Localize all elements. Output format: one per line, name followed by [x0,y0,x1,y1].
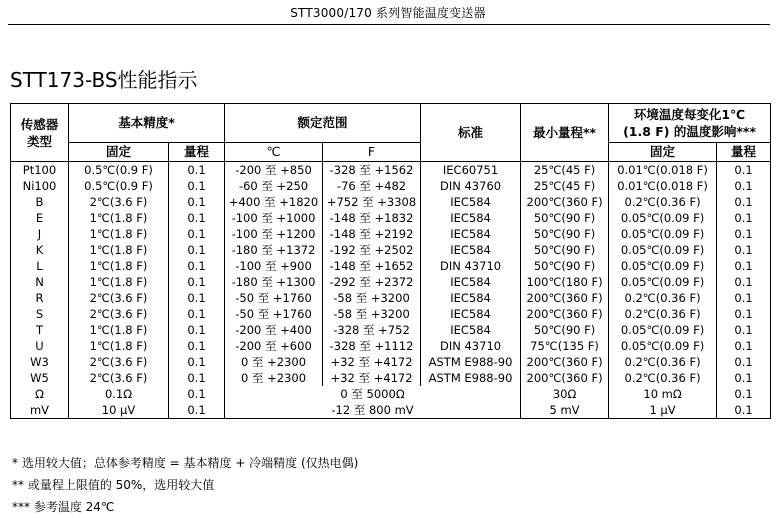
cell-accuracy-span: 0.1 [169,354,225,370]
cell-standard: IEC584 [421,226,521,242]
cell-standard: IEC60751 [421,162,521,179]
cell-ambient-fixed: 0.2℃(0.36 F) [609,194,717,210]
table-row [11,370,771,386]
cell-range-fahrenheit: -58 至 +3200 [323,290,421,306]
cell-accuracy-fixed: 1℃(1.8 F) [69,322,169,338]
cell-ambient-fixed: 0.2℃(0.36 F) [609,306,717,322]
cell-min-span: 200℃(360 F) [521,194,609,210]
cell-range-fahrenheit: -148 至 +1652 [323,258,421,274]
cell-sensor-type: mV [11,402,69,419]
cell-ambient-span: 0.1 [717,322,771,338]
cell-min-span: 200℃(360 F) [521,306,609,322]
cell-ambient-span: 0.1 [717,210,771,226]
table-row [11,386,771,402]
header-rated-range: 额定范围 [225,104,421,143]
footnote-2: ** 或量程上限值的 50%，选用较大值 [12,478,215,492]
cell-sensor-type: W5 [11,370,69,386]
cell-range-fahrenheit: -292 至 +2372 [323,274,421,290]
cell-sensor-type: U [11,338,69,354]
cell-accuracy-span: 0.1 [169,386,225,402]
cell-ambient-fixed: 0.05℃(0.09 F) [609,210,717,226]
cell-ambient-fixed: 0.2℃(0.36 F) [609,370,717,386]
table-row [11,226,771,242]
table-body [11,162,771,419]
cell-range-fahrenheit: -148 至 +2192 [323,226,421,242]
cell-standard: IEC584 [421,322,521,338]
cell-range-fahrenheit: -58 至 +3200 [323,306,421,322]
cell-sensor-type: J [11,226,69,242]
footnotes [12,452,358,518]
cell-min-span: 50℃(90 F) [521,242,609,258]
header-span: 量程 [169,143,225,162]
cell-accuracy-fixed: 0.5℃(0.9 F) [69,162,169,179]
cell-range-celsius: -60 至 +250 [225,178,323,194]
cell-ambient-span: 0.1 [717,370,771,386]
table-row [11,162,771,179]
cell-range-fahrenheit: +32 至 +4172 [323,354,421,370]
cell-range-celsius: -200 至 +400 [225,322,323,338]
cell-range-celsius: -100 至 +900 [225,258,323,274]
cell-min-span: 25℃(45 F) [521,178,609,194]
cell-accuracy-fixed: 1℃(1.8 F) [69,338,169,354]
cell-range-celsius: -200 至 +600 [225,338,323,354]
cell-sensor-type: K [11,242,69,258]
cell-ambient-fixed: 0.05℃(0.09 F) [609,242,717,258]
header-fixed: 固定 [69,143,169,162]
cell-standard: IEC584 [421,290,521,306]
cell-ambient-span: 0.1 [717,178,771,194]
cell-sensor-type: Ω [11,386,69,402]
cell-accuracy-span: 0.1 [169,370,225,386]
header-celsius: ℃ [225,143,323,162]
cell-standard: IEC584 [421,194,521,210]
header-fixed-2: 固定 [609,143,717,162]
cell-sensor-type: S [11,306,69,322]
cell-accuracy-span: 0.1 [169,258,225,274]
cell-accuracy-fixed: 2℃(3.6 F) [69,290,169,306]
cell-ambient-fixed: 10 mΩ [609,386,717,402]
cell-accuracy-fixed: 2℃(3.6 F) [69,370,169,386]
cell-range-fahrenheit: -76 至 +482 [323,178,421,194]
cell-ambient-fixed: 0.05℃(0.09 F) [609,322,717,338]
cell-range-celsius: -100 至 +1200 [225,226,323,242]
cell-ambient-fixed: 0.05℃(0.09 F) [609,226,717,242]
cell-ambient-fixed: 0.05℃(0.09 F) [609,274,717,290]
table-row [11,402,771,419]
cell-sensor-type: E [11,210,69,226]
cell-range-fahrenheit: +32 至 +4172 [323,370,421,386]
cell-min-span: 30Ω [521,386,609,402]
table-row [11,274,771,290]
cell-range-celsius: -50 至 +1760 [225,290,323,306]
cell-accuracy-span: 0.1 [169,274,225,290]
cell-accuracy-fixed: 1℃(1.8 F) [69,258,169,274]
cell-min-span: 200℃(360 F) [521,354,609,370]
cell-ambient-span: 0.1 [717,290,771,306]
cell-accuracy-fixed: 1℃(1.8 F) [69,226,169,242]
table-row [11,242,771,258]
cell-range-celsius: -180 至 +1300 [225,274,323,290]
cell-accuracy-span: 0.1 [169,210,225,226]
cell-accuracy-fixed: 2℃(3.6 F) [69,354,169,370]
cell-min-span: 5 mV [521,402,609,419]
cell-ambient-span: 0.1 [717,194,771,210]
header-ambient-line2: (1.8 F) 的温度影响*** [623,124,756,139]
cell-accuracy-span: 0.1 [169,290,225,306]
footnote-3: *** 参考温度 24℃ [12,500,115,514]
header-sensor-type-line1: 传感器 [20,116,59,132]
cell-min-span: 200℃(360 F) [521,290,609,306]
header-min-span: 最小量程** [521,104,609,162]
cell-range-celsius: -180 至 +1372 [225,242,323,258]
table-row [11,354,771,370]
cell-accuracy-span: 0.1 [169,338,225,354]
cell-min-span: 50℃(90 F) [521,210,609,226]
page-header: STT3000/170 系列智能温度变送器 [290,6,486,20]
header-fahrenheit: F [323,143,421,162]
cell-standard: DIN 43710 [421,258,521,274]
cell-range-fahrenheit: -148 至 +1832 [323,210,421,226]
header-standard: 标准 [421,104,521,162]
cell-accuracy-fixed: 1℃(1.8 F) [69,210,169,226]
header-ambient-effect [609,104,771,143]
header-ambient-line1: 环境温度每变化1℃ [633,107,746,122]
cell-range-fahrenheit: -328 至 +752 [323,322,421,338]
cell-standard: DIN 43710 [421,338,521,354]
cell-min-span: 75℃(135 F) [521,338,609,354]
table-row [11,290,771,306]
cell-sensor-type: R [11,290,69,306]
cell-min-span: 200℃(360 F) [521,370,609,386]
cell-sensor-type: W3 [11,354,69,370]
table-row [11,322,771,338]
cell-min-span: 100℃(180 F) [521,274,609,290]
header-basic-accuracy: 基本精度* [69,104,225,143]
cell-ambient-span: 0.1 [717,386,771,402]
cell-ambient-fixed: 0.2℃(0.36 F) [609,354,717,370]
cell-sensor-type: Ni100 [11,178,69,194]
cell-range-merged: -12 至 800 mV [225,402,521,419]
cell-accuracy-span: 0.1 [169,242,225,258]
cell-accuracy-span: 0.1 [169,162,225,179]
header-rule [8,24,770,25]
cell-ambient-fixed: 0.2℃(0.36 F) [609,290,717,306]
table-row [11,210,771,226]
cell-range-celsius: -100 至 +1000 [225,210,323,226]
cell-ambient-span: 0.1 [717,274,771,290]
section-title: STT173-BS性能指示 [10,68,198,92]
cell-accuracy-span: 0.1 [169,402,225,419]
cell-accuracy-fixed: 2℃(3.6 F) [69,306,169,322]
cell-min-span: 50℃(90 F) [521,258,609,274]
cell-standard: IEC584 [421,210,521,226]
cell-accuracy-span: 0.1 [169,322,225,338]
performance-table [10,103,771,419]
cell-range-celsius: +400 至 +1820 [225,194,323,210]
cell-ambient-fixed: 0.05℃(0.09 F) [609,258,717,274]
cell-ambient-span: 0.1 [717,306,771,322]
cell-ambient-fixed: 0.01℃(0.018 F) [609,162,717,179]
cell-standard: DIN 43760 [421,178,521,194]
cell-accuracy-span: 0.1 [169,226,225,242]
cell-range-fahrenheit: -328 至 +1562 [323,162,421,179]
cell-standard: IEC584 [421,274,521,290]
cell-range-merged: 0 至 5000Ω [225,386,521,402]
cell-ambient-fixed: 1 μV [609,402,717,419]
cell-ambient-span: 0.1 [717,402,771,419]
cell-ambient-span: 0.1 [717,226,771,242]
table-row [11,178,771,194]
cell-min-span: 50℃(90 F) [521,226,609,242]
cell-accuracy-span: 0.1 [169,178,225,194]
cell-standard: IEC584 [421,242,521,258]
cell-accuracy-fixed: 2℃(3.6 F) [69,194,169,210]
header-sensor-type-line2: 类型 [26,133,52,149]
cell-min-span: 50℃(90 F) [521,322,609,338]
cell-ambient-span: 0.1 [717,162,771,179]
cell-standard: ASTM E988-90 [421,354,521,370]
header-span-2: 量程 [717,143,771,162]
cell-sensor-type: N [11,274,69,290]
table-row [11,338,771,354]
cell-ambient-fixed: 0.05℃(0.09 F) [609,338,717,354]
cell-sensor-type: Pt100 [11,162,69,179]
cell-standard: ASTM E988-90 [421,370,521,386]
cell-accuracy-span: 0.1 [169,194,225,210]
cell-accuracy-fixed: 1℃(1.8 F) [69,242,169,258]
cell-ambient-span: 0.1 [717,354,771,370]
cell-accuracy-span: 0.1 [169,306,225,322]
cell-accuracy-fixed: 10 μV [69,402,169,419]
cell-range-fahrenheit: +752 至 +3308 [323,194,421,210]
cell-accuracy-fixed: 1℃(1.8 F) [69,274,169,290]
cell-sensor-type: L [11,258,69,274]
cell-range-fahrenheit: -192 至 +2502 [323,242,421,258]
cell-ambient-span: 0.1 [717,242,771,258]
cell-range-celsius: -50 至 +1760 [225,306,323,322]
header-sensor-type [11,104,69,162]
table-row [11,306,771,322]
cell-accuracy-fixed: 0.1Ω [69,386,169,402]
cell-accuracy-fixed: 0.5℃(0.9 F) [69,178,169,194]
cell-ambient-span: 0.1 [717,258,771,274]
cell-range-celsius: -200 至 +850 [225,162,323,179]
footnote-1: * 选用较大值；总体参考精度 = 基本精度 + 冷端精度 (仅热电偶) [12,456,359,470]
cell-standard: IEC584 [421,306,521,322]
cell-ambient-fixed: 0.01℃(0.018 F) [609,178,717,194]
cell-min-span: 25℃(45 F) [521,162,609,179]
cell-range-celsius: 0 至 +2300 [225,354,323,370]
cell-range-celsius: 0 至 +2300 [225,370,323,386]
cell-sensor-type: T [11,322,69,338]
cell-range-fahrenheit: -328 至 +1112 [323,338,421,354]
table-row [11,258,771,274]
cell-sensor-type: B [11,194,69,210]
table-row [11,194,771,210]
cell-ambient-span: 0.1 [717,338,771,354]
